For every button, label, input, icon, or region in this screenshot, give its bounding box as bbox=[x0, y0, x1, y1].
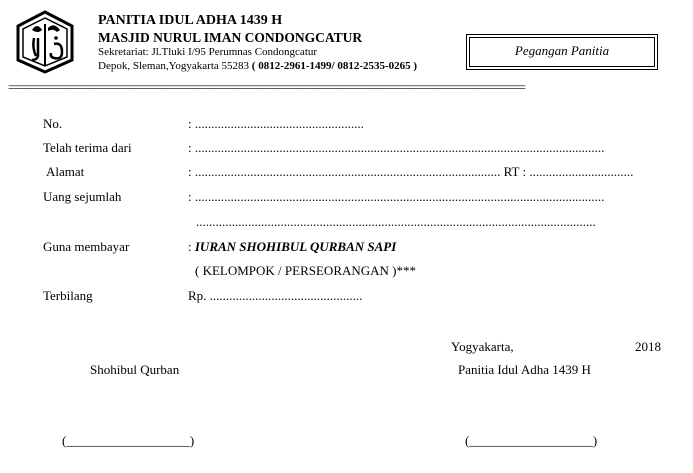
spelled-amount-label: Terbilang bbox=[43, 288, 93, 303]
no-field: : .................................................... bbox=[188, 116, 364, 131]
right-signer-title: Panitia Idul Adha 1439 H bbox=[458, 362, 591, 377]
amount-label: Uang sejumlah bbox=[43, 189, 122, 204]
logo bbox=[12, 8, 78, 74]
address-city: Depok, Sleman,Yogyakarta 55283 bbox=[98, 60, 252, 72]
purpose-value: IURAN SHOHIBUL QURBAN SAPI bbox=[194, 239, 397, 254]
purpose-field bbox=[188, 239, 396, 255]
address-field: : .............................................................................................. RT : ................................ bbox=[188, 164, 634, 179]
header-separator: =========================================================================================================================== bbox=[8, 83, 525, 93]
copy-label-box bbox=[466, 34, 658, 70]
received-from-field: : .............................................................................................................................. bbox=[188, 140, 605, 155]
mosque-name: MASJID NURUL IMAN CONDONGCATUR bbox=[98, 30, 363, 45]
left-signature-line: (___________________) bbox=[62, 433, 195, 448]
purpose-note: ( KELOMPOK / PERSEORANGAN )*** bbox=[195, 263, 417, 278]
purpose-label: Guna membayar bbox=[43, 239, 130, 254]
no-label: No. bbox=[43, 116, 63, 131]
spelled-amount-field: Rp. ............................................... bbox=[188, 288, 363, 303]
place-label: Yogyakarta, bbox=[451, 339, 514, 354]
address-label: Alamat bbox=[46, 164, 85, 179]
copy-label: Pegangan Panitia bbox=[469, 37, 655, 67]
year-label: 2018 bbox=[635, 339, 661, 354]
book-with-arabic-calligraphy-icon bbox=[12, 8, 78, 74]
amount-field-continued: ........................................................................................................................... bbox=[196, 214, 596, 229]
address-line-1: Sekretariat: Jl.Tluki I/95 Perumnas Condongcatur bbox=[98, 46, 318, 58]
received-from-label: Telah terima dari bbox=[43, 140, 132, 155]
purpose-colon: : bbox=[188, 239, 195, 254]
address-line-2 bbox=[98, 60, 417, 72]
org-name: PANITIA IDUL ADHA 1439 H bbox=[98, 13, 283, 28]
amount-field: : .............................................................................................................................. bbox=[188, 189, 605, 204]
left-signer-title: Shohibul Qurban bbox=[90, 362, 180, 377]
right-signature-line: (___________________) bbox=[465, 433, 598, 448]
phone-numbers: ( 0812-2961-1499/ 0812-2535-0265 ) bbox=[251, 60, 418, 72]
